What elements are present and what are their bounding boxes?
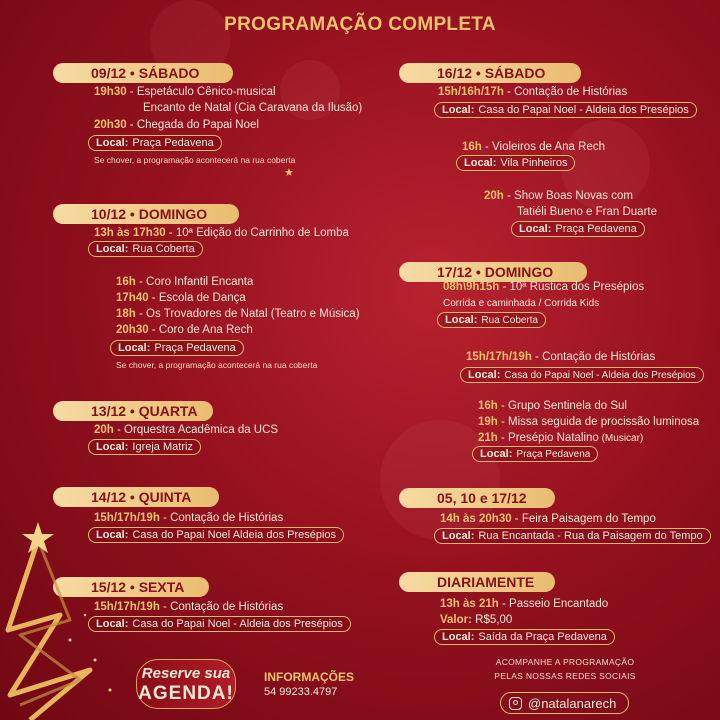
location-pill: Local: Rua Encantada - Rua da Paisagem do Tempo [434, 528, 711, 544]
follow-line-1: ACOMPANHE A PROGRAMAÇÃO [495, 657, 635, 667]
event-line: 21h - Presépio Natalino (Musicar) [478, 432, 644, 444]
rain-note: Se chover, a programação acontecerá na rua coberta [94, 155, 296, 165]
event-line: 19h - Missa seguida de procissão luminosa [478, 416, 700, 428]
instagram-handle[interactable] [500, 692, 629, 714]
event-line: 19h30 - Espetáculo Cênico-musical [94, 86, 276, 98]
location-pill: Local: Praça Pedavena [472, 446, 598, 462]
location-pill: Local: Praça Pedavena [88, 135, 222, 151]
christmas-tree-icon [0, 520, 140, 720]
instagram-handle-text: @natalanarech [528, 695, 617, 711]
event-line: 08h\9h15h - 10ª Rústica dos Presépios [443, 281, 645, 293]
event-line: 13h às 17h30 - 10ª Edição do Carrinho de Lomba [94, 227, 349, 239]
day-header: DIARIAMENTE [399, 572, 555, 592]
location-pill: Local: Casa do Papai Noel - Aldeia dos Presépios [88, 616, 351, 632]
follow-line-2: PELAS NOSSAS REDES SOCIAIS [494, 671, 636, 681]
event-line: 15h/17h/19h - Contação de Histórias [466, 351, 656, 363]
price-line: Valor: R$5,00 [440, 614, 513, 626]
event-line: 13h às 21h - Passeio Encantado [440, 598, 609, 610]
event-line: 15h/17h/19h - Contação de Histórias [94, 512, 284, 524]
event-line: Encanto de Natal (Cia Caravana da Ilusão) [143, 102, 363, 114]
day-header: 09/12 • SÁBADO [53, 63, 233, 83]
day-header: 14/12 • QUINTA [53, 487, 219, 507]
day-header: 16/12 • SÁBADO [399, 63, 581, 83]
badge-line-2: AGENDA! [138, 683, 234, 704]
location-pill: Local: Rua Coberta [88, 241, 203, 257]
location-pill: Local: Vila Pinheiros [456, 155, 575, 171]
badge-line-1: Reserve sua [141, 665, 231, 682]
event-line: 20h30 - Coro de Ana Rech [116, 324, 253, 336]
location-pill: Local: Igreja Matriz [88, 439, 201, 455]
page-title: PROGRAMAÇÃO COMPLETA [224, 14, 496, 35]
star-icon: ★ [284, 167, 294, 179]
event-line: 20h - Orquestra Acadêmica da UCS [94, 424, 279, 436]
day-header: 13/12 • QUARTA [53, 401, 213, 421]
day-header: 05, 10 e 17/12 [399, 488, 555, 508]
event-line: 16h - Coro Infantil Encanta [116, 276, 254, 288]
instagram-icon [509, 697, 522, 710]
reserve-agenda-badge [136, 659, 236, 709]
location-pill: Local: Praça Pedavena [110, 340, 244, 356]
info-title: INFORMAÇÕES [264, 670, 354, 684]
rain-note: Se chover, a programação acontecerá na rua coberta [116, 360, 318, 370]
location-pill: Local: Casa do Papai Noel - Aldeia dos Presépios [460, 367, 704, 383]
event-line: 20h - Show Boas Novas com [484, 190, 633, 202]
location-pill: Local: Saída da Praça Pedavena [434, 629, 615, 645]
event-line: Corrida e caminhada / Corrida Kids [443, 298, 600, 309]
day-header: 17/12 • DOMINGO [399, 262, 587, 282]
location-pill: Local: Rua Coberta [437, 312, 546, 328]
event-line: 15h/17h/19h - Contação de Histórias [94, 601, 284, 613]
event-line: Tatiéli Bueno e Fran Duarte [517, 206, 657, 218]
event-line: 16h - Grupo Sentinela do Sul [478, 400, 627, 412]
location-pill: Local: Casa do Papai Noel - Aldeia dos Presépios [434, 102, 697, 118]
day-header: 10/12 • DOMINGO [53, 204, 239, 224]
info-phone: 54 99233.4797 [264, 686, 338, 698]
event-line: 18h - Os Trovadores de Natal (Teatro e Música) [116, 308, 360, 320]
location-pill: Local: Praça Pedavena [511, 221, 645, 237]
location-pill: Local: Casa do Papai Noel Aldeia dos Presépios [88, 527, 344, 543]
event-line: 14h às 20h30 - Feira Paisagem do Tempo [440, 513, 656, 525]
day-header: 15/12 • SEXTA [53, 577, 209, 597]
event-line: 20h30 - Chegada do Papai Noel [94, 119, 259, 131]
event-line: 17h40 - Escola de Dança [116, 292, 246, 304]
event-line: 15h/16h/17h - Contação de Histórias [438, 86, 628, 98]
event-line: 16h - Violeiros de Ana Rech [462, 141, 605, 153]
